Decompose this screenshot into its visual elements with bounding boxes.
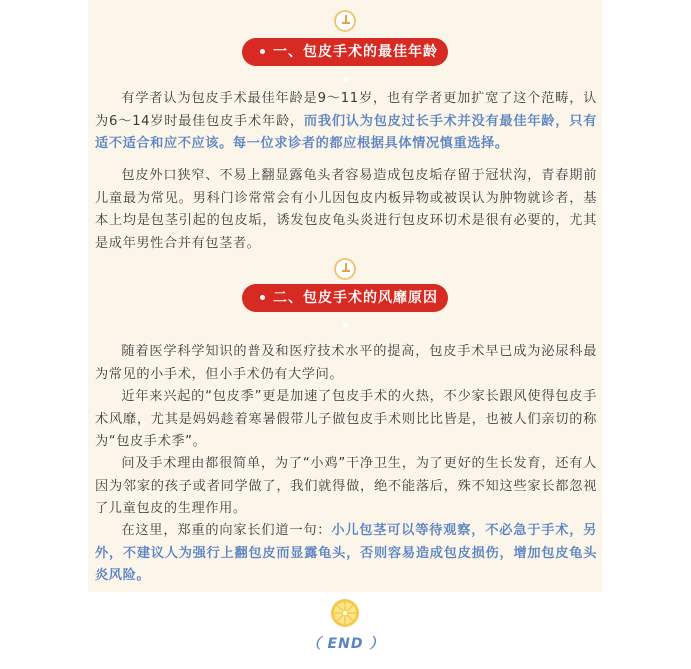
section-1-paragraph-1: [95, 88, 597, 156]
lemon-slice-icon: [330, 598, 360, 628]
section-2-paragraph-2: 近年来兴起的“包皮季”更是加速了包皮手术的火热，不少家长跟风使得包皮手术风靡，尤其是妈妈趁着寒暑假带儿子做包皮手术则比比皆是，也被人们亲切的称为“包皮手术季”。: [95, 389, 597, 449]
article-card: [88, 0, 602, 592]
section-2-p4-highlight: 小儿包茎可以等待观察，不必急于手术，另外，不建议人为强行上翻包皮而显露龟头，否则容易造成包皮损伤，增加包皮龟头炎风险。: [95, 523, 597, 583]
section-2-paragraph-1: 随着医学科学知识的普及和医疗技术水平的提高，包皮手术早已成为泌尿科最为常见的小手术，但小手术仍有大学问。: [95, 344, 597, 382]
dot-icon: [343, 323, 348, 328]
section-2-paragraph-3: 问及手术理由都很简单，为了“小鸡”干净卫生，为了更好的生长发育，还有人因为邻家的孩子或者同学做了，我们就得做，绝不能落后，殊不知这些家长都忽视了儿童包皮的生理作用。: [95, 456, 597, 516]
section-2-heading: [242, 284, 448, 312]
clock-icon: [334, 258, 356, 280]
dot-icon: [260, 49, 265, 54]
section-1-title: 一、包皮手术的最佳年龄: [273, 44, 438, 60]
section-1-heading: [242, 38, 448, 66]
dot-icon: [260, 295, 265, 300]
section-1-p1-highlight: 而我们认为包皮过长手术并没有最佳年龄，只有适不适合和应不应该。每一位求诊者的都应根据具体情况慎重选择。: [95, 113, 597, 151]
section-2-title: 二、包皮手术的风靡原因: [273, 290, 438, 306]
dot-icon: [343, 77, 348, 82]
section-1-p1-lead: 有学者认为包皮手术最佳年龄是9～11岁，也有学者更加扩宽了这个范畴，认为6～14岁时最佳包皮手术年龄，: [95, 91, 597, 129]
section-2-p4-lead: 在这里，郑重的向家长们道一句：: [121, 523, 332, 538]
end-label: （ END ）: [306, 636, 385, 652]
clock-icon: [334, 10, 356, 32]
section-2-paragraph-4: [95, 520, 597, 588]
section-1-paragraph-2: 包皮外口狭窄、不易上翻显露龟头者容易造成包皮垢存留于冠状沟，青春期前儿童最为常见。男科门诊常常会有小儿因包皮内板异物或被误认为肿物就诊者，基本上均是包茎引起的包皮垢，诱发包皮龟头炎进行包皮环切术是很有必要的，尤其是成年男性合并有包茎者。: [95, 168, 597, 251]
